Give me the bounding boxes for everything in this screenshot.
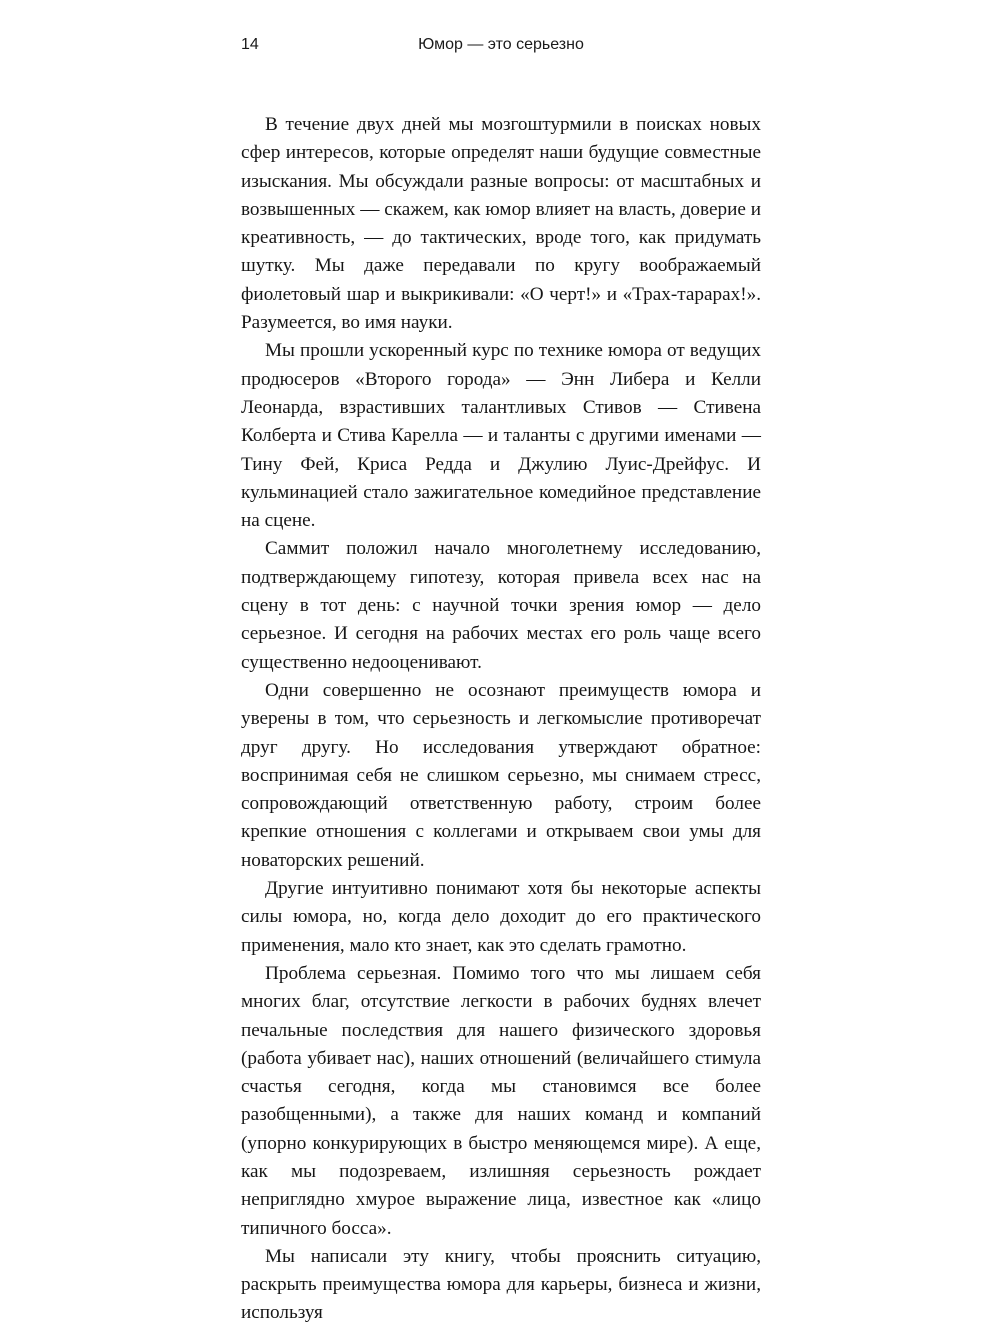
paragraph: Саммит положил начало многолетнему исследованию, подтверждающему гипотезу, которая привела всех нас на сцену в тот день: с научной точки зрения юмор — дело серьезное. И сегодня на рабочих местах его роль чаще всего существенно недооценивают. — [241, 538, 761, 673]
body-text — [241, 111, 761, 1328]
paragraph: В течение двух дней мы мозгоштурмили в поисках новых сфер интересов, которые определят наши будущие совместные изыскания. Мы обсуждали разные вопросы: от масштабных и возвышенных — скажем, как юмор влияет на власть, доверие и креативность, — до тактических, вроде того, как придумать шутку. Мы даже передавали по кругу воображаемый фиолетовый шар и выкрикивали: «О черт!» и «Трах-тарарах!». Разумеется, во имя науки. — [241, 114, 761, 334]
paragraph: Мы написали эту книгу, чтобы прояснить ситуацию, раскрыть преимущества юмора для карьеры, бизнеса и жизни, используя — [241, 1245, 761, 1324]
paragraph: Проблема серьезная. Помимо того что мы лишаем себя многих благ, отсутствие легкости в рабочих буднях влечет печальные последствия для нашего физического здоровья (работа убивает нас), наших отношений (величайшего стимула счастья сегодня, когда мы становимся все более разобщенными), а также для наших команд и компаний (упорно конкурирующих в быстро меняющемся мире). А еще, как мы подозреваем, излишняя серьезность рождает непригляднo хмурое выражение лица, известное как «лицо типичного босса». — [241, 962, 761, 1239]
paragraph: Мы прошли ускоренный курс по технике юмора от ведущих продюсеров «Второго города» — Энн Либера и Келли Леонарда, взрастивших талантливых Стивов — Стивена Колберта и Стива Карелла — и таланты с другими именами — Тину Фей, Криса Редда и Джулию Луис-Дрейфус. И кульминацией стало зажигательное комедийное представление на сцене. — [241, 340, 761, 532]
paragraph: Другие интуитивно понимают хотя бы некоторые аспекты силы юмора, но, когда дело доходит до его практического применения, мало кто знает, как это сделать грамотно. — [241, 878, 761, 956]
running-header — [241, 36, 761, 60]
page-number: 14 — [241, 36, 259, 53]
running-header-title: Юмор — это серьезно — [418, 36, 584, 53]
paragraph: Одни совершенно не осознают преимуществ юмора и уверены в том, что серьезность и легкомыслие противоречат друг другу. Но исследования утверждают обратное: воспринимая себя не слишком серьезно, мы снимаем стресс, сопровождающий ответственную работу, строим более крепкие отношения с коллегами и открываем свои умы для новаторских решений. — [241, 679, 761, 871]
